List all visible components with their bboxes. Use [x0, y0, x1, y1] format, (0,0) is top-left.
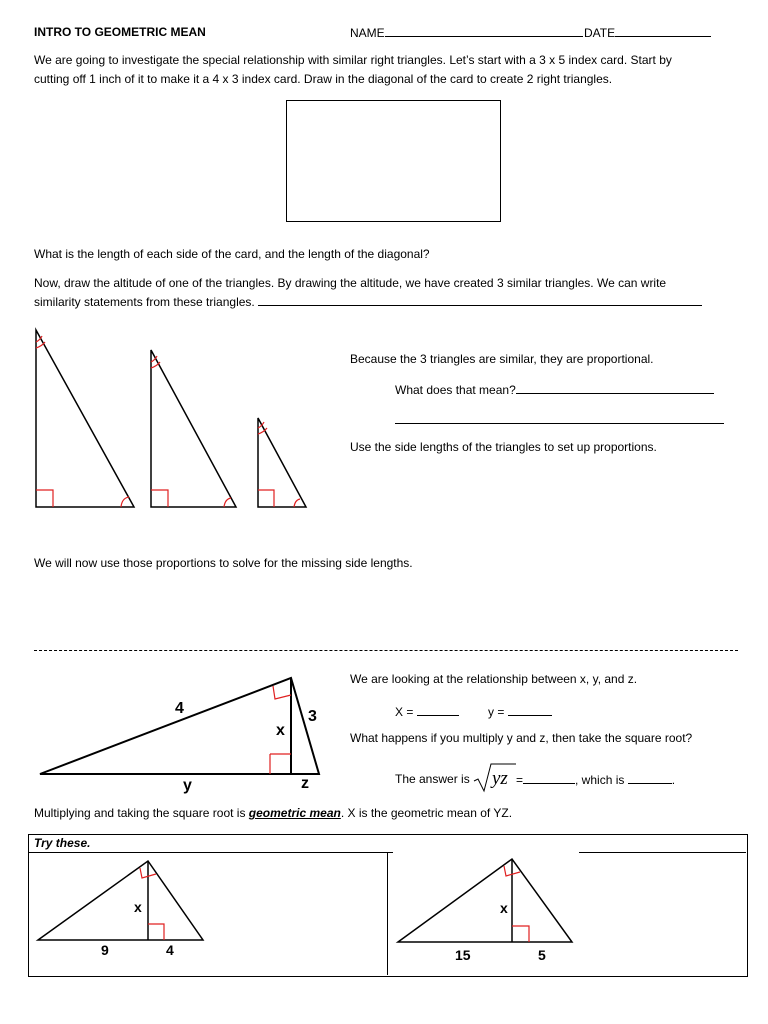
name-label: NAME [350, 26, 385, 40]
practice-left-4: 4 [166, 942, 174, 958]
answer-period: . [671, 773, 676, 787]
answer-prefix: The answer is [395, 772, 470, 786]
page-title: INTRO TO GEOMETRIC MEAN [34, 25, 206, 39]
x-equals-label: X = [395, 705, 414, 719]
what-mean-label: What does that mean? [395, 383, 516, 397]
practice-right-mark-left [148, 924, 164, 940]
use-sides-text: Use the side lengths of the triangles to set up proportions. [350, 440, 657, 454]
altitude-line-2-text: similarity statements from these triangles. [34, 295, 255, 309]
hypotenuse-label: 4 [175, 700, 184, 717]
segment-y-label: y [183, 777, 192, 794]
which-is-label: , which is [575, 773, 625, 787]
practice-triangle-left [38, 861, 203, 940]
radicand-yz: yz [492, 768, 508, 789]
geo-mean-prefix: Multiplying and taking the square root is [34, 806, 249, 820]
practice-triangle-right [398, 859, 572, 942]
try-these-label: Try these. [34, 836, 91, 850]
segment-z-label: z [301, 775, 309, 792]
practice-right-5: 5 [538, 947, 546, 963]
geo-mean-term: geometric mean [248, 806, 341, 820]
short-leg-label: 3 [308, 708, 317, 725]
altitude-x-label: x [276, 722, 285, 739]
intro-line-1: We are going to investigate the special relationship with similar right triangles. Let’s start with a 3 x 5 index card. Start by [34, 53, 672, 67]
question-lengths: What is the length of each side of the card, and the length of the diagonal? [34, 247, 430, 261]
practice-left-9: 9 [101, 942, 109, 958]
what-happens-text: What happens if you multiply y and z, then take the square root? [350, 731, 693, 745]
solve-missing-text: We will now use those proportions to solve for the missing side lengths. [34, 556, 413, 570]
geo-mean-suffix: . X is the geometric mean of YZ. [340, 806, 513, 820]
looking-text: We are looking at the relationship between x, y, and z. [350, 672, 638, 686]
y-equals-label: y = [488, 705, 505, 719]
intro-line-2: cutting off 1 inch of it to make it a 4 x 3 index card. Draw in the diagonal of the card to create 2 right triangles. [34, 72, 613, 86]
because-similar-text: Because the 3 triangles are similar, they are proportional. [350, 352, 654, 366]
date-label: DATE [584, 26, 616, 40]
practice-right-mark-right [512, 926, 529, 942]
practice-right-x: x [500, 900, 508, 916]
answer-equals: = [516, 773, 524, 787]
altitude-line-1: Now, draw the altitude of one of the triangles. By drawing the altitude, we have created 3 similar triangles. We can write [34, 276, 667, 290]
practice-right-15: 15 [455, 947, 471, 963]
practice-left-x: x [134, 899, 142, 915]
